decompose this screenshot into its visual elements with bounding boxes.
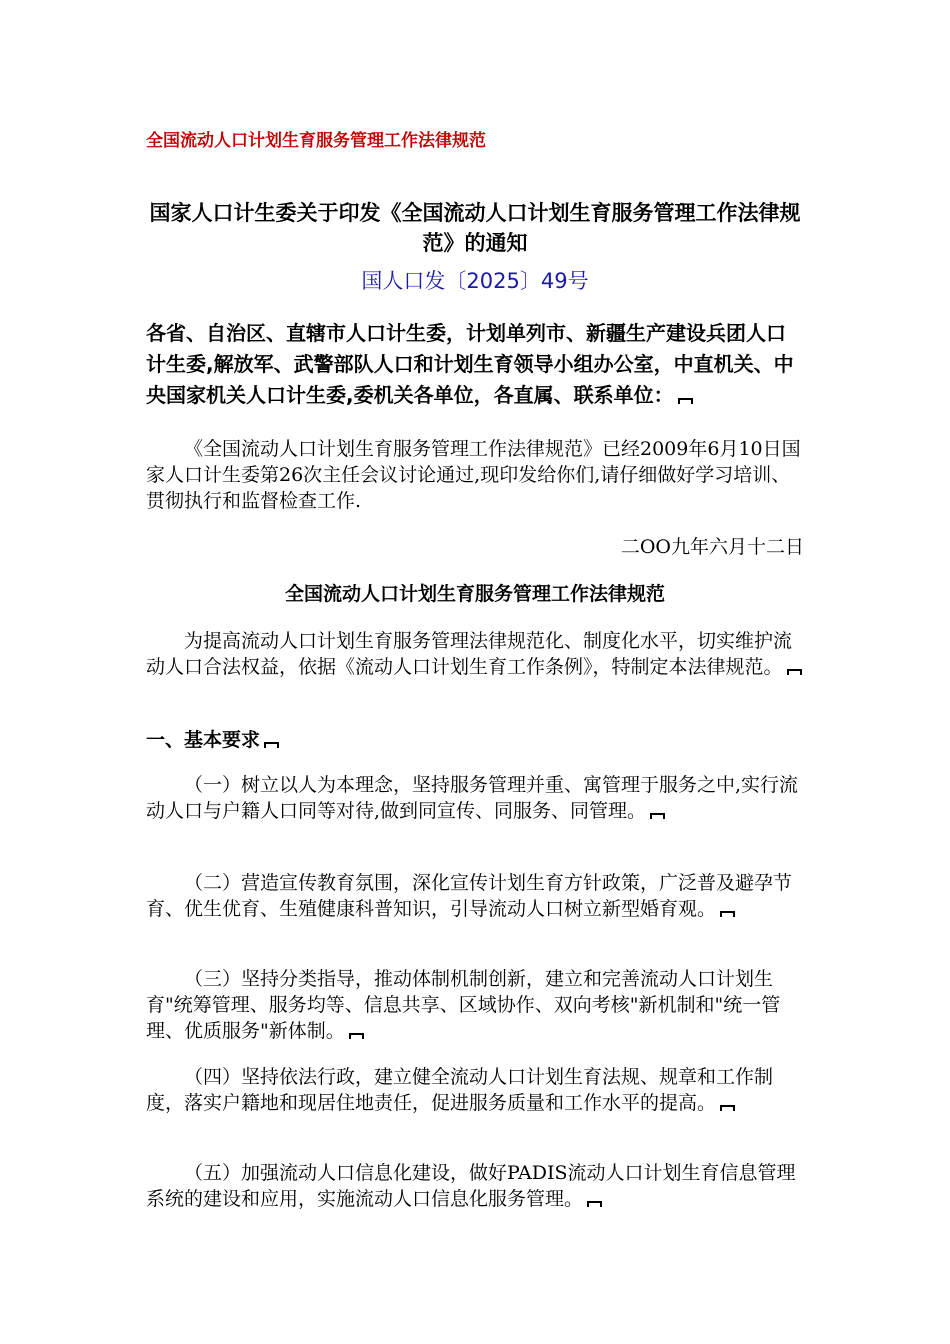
list-item [146,772,804,824]
law-title: 全国流动人口计划生育服务管理工作法律规范 [284,583,665,605]
addressee [146,318,804,411]
paragraph-mark-icon [720,1105,735,1111]
list-item-text: （三）坚持分类指导，推动体制机制创新，建立和完善流动人口计划生育"统筹管理、服务均等、信息共享、区域协作、双向考核"新机制和"统一管理、优质服务"新体制。 [146,968,781,1042]
section-heading [146,726,804,754]
list-item [146,1064,804,1116]
section-heading-text: 一、基本要求 [146,729,261,751]
notice-body: 《全国流动人口计划生育服务管理工作法律规范》已经2009年6月10日国家人口计生委第26次主任会议讨论通过,现印发给你们,请仔细做好学习培训、贯彻执行和监督检查工作. [146,438,801,512]
law-preamble [146,628,804,680]
paragraph-mark-icon [678,398,693,404]
notice-title: 国家人口计生委关于印发《全国流动人口计划生育服务管理工作法律规范》的通知 [149,201,801,255]
paragraph-mark-icon [787,669,802,675]
list-item-text: （一）树立以人为本理念，坚持服务管理并重、寓管理于服务之中,实行流动人口与户籍人口同等对待,做到同宣传、同服务、同管理。 [146,774,799,822]
document-number: 国人口发〔2025〕49号 [361,269,589,293]
paragraph-mark-icon [264,742,279,748]
paragraph-mark-icon [650,813,665,819]
paragraph-mark-icon [720,911,735,917]
notice-date: 二OO九年六月十二日 [620,536,804,558]
list-item [146,966,804,1044]
paragraph-mark-icon [349,1033,364,1039]
list-item-text: （五）加强流动人口信息化建设，做好PADIS流动人口计划生育信息管理系统的建设和应用，实施流动人口信息化服务管理。 [146,1162,796,1210]
page-top-title: 全国流动人口计划生育服务管理工作法律规范 [146,131,486,151]
addressee-text: 各省、自治区、直辖市人口计生委，计划单列市、新疆生产建设兵团人口计生委,解放军、武警部队人口和计划生育领导小组办公室，中直机关、中央国家机关人口计生委,委机关各单位，各直属、联系单位： [146,321,794,407]
list-item-text: （二）营造宣传教育氛围，深化宣传计划生育方针政策，广泛普及避孕节育、优生优育、生殖健康科普知识，引导流动人口树立新型婚育观。 [146,872,793,920]
list-item [146,1160,804,1212]
paragraph-mark-icon [587,1201,602,1207]
list-item [146,870,804,922]
law-preamble-text: 为提高流动人口计划生育服务管理法律规范化、制度化水平，切实维护流动人口合法权益，依据《流动人口计划生育工作条例》，特制定本法律规范。 [146,630,793,678]
list-item-text: （四）坚持依法行政，建立健全流动人口计划生育法规、规章和工作制度，落实户籍地和现居住地责任，促进服务质量和工作水平的提高。 [146,1066,774,1114]
